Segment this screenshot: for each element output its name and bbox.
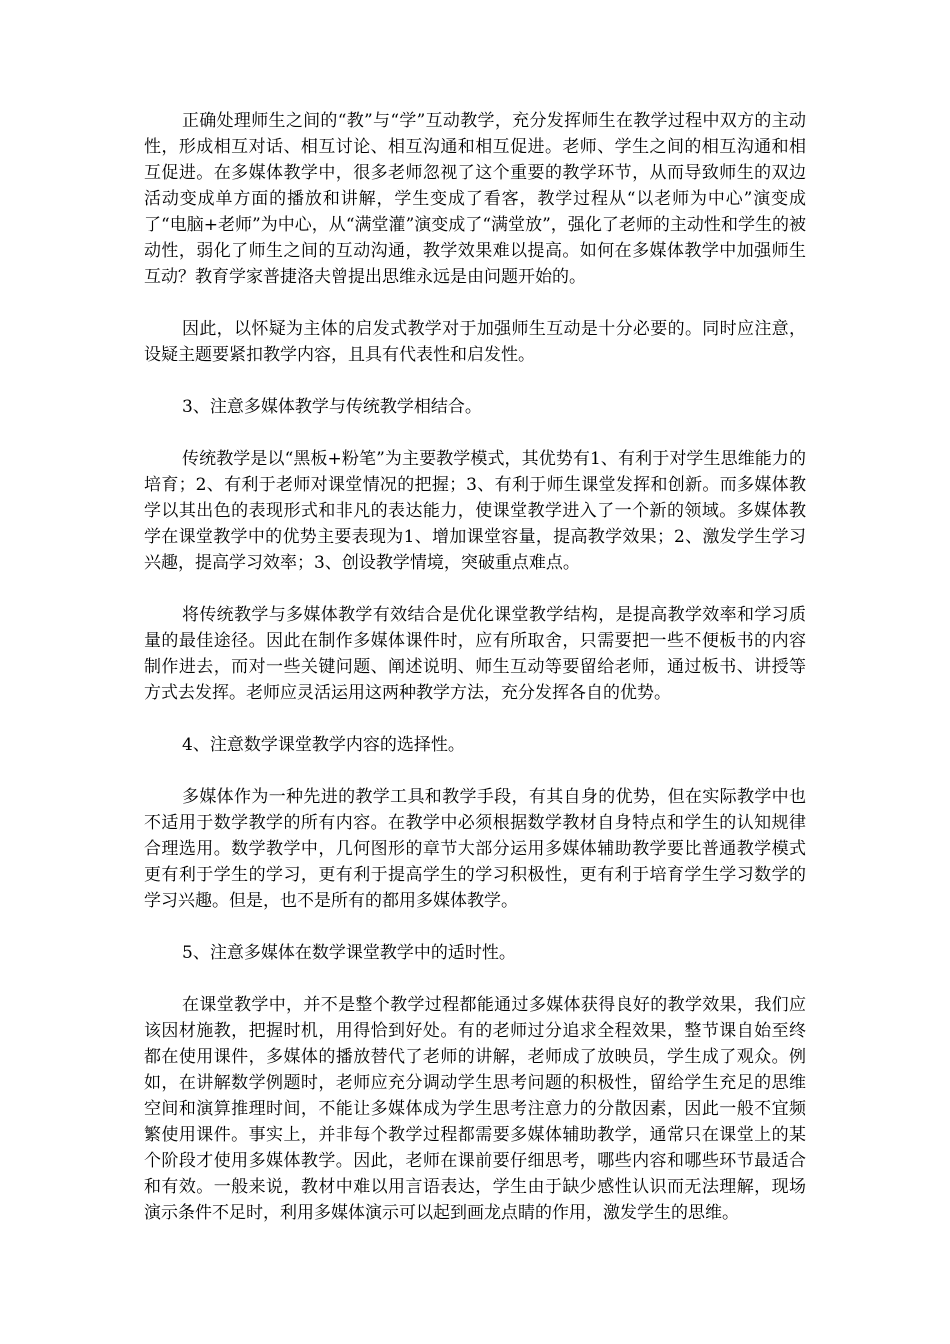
section-heading-3: 3、注意多媒体教学与传统教学相结合。 [182,397,482,417]
paragraph-traditional-teaching: 传统教学是以“黑板+粉笔”为主要教学模式，其优势有1、有利于对学生思维能力的培育；2、有利于老师对课堂情况的把握；3、有利于师生课堂发挥和创新。而多媒体教学以其出色的表现形式和非凡的表达能力，使课堂教学进入了一个新的领域。多媒体教学在课堂教学中的优势主要表现为1、增加课堂容量，提高教学效果；2、激发学生学习兴趣，提高学习效率；3、创设教学情境，突破重点难点。 [144,449,806,573]
section-heading-5: 5、注意多媒体在数学课堂教学中的适时性。 [182,943,516,963]
paragraph-timing: 在课堂教学中，并不是整个教学过程都能通过多媒体获得良好的教学效果，我们应该因材施教，把握时机，用得恰到好处。有的老师过分追求全程效果，整节课自始至终都在使用课件，多媒体的播放替代了老师的讲解，老师成了放映员，学生成了观众。例如，在讲解数学例题时，老师应充分调动学生思考问题的积极性，留给学生充足的思维空间和演算推理时间，不能让多媒体成为学生思考注意力的分散因素，因此一般不宜频繁使用课件。事实上，并非每个教学过程都需要多媒体辅助教学，通常只在课堂上的某个阶段才使用多媒体教学。因此，老师在课前要仔细思考，哪些内容和哪些环节最适合和有效。一般来说，教材中难以用言语表达，学生由于缺少感性认识而无法理解，现场演示条件不足时，利用多媒体演示可以起到画龙点睛的作用，激发学生的思维。 [144,995,806,1223]
section-heading-4: 4、注意数学课堂教学内容的选择性。 [182,735,465,755]
paragraph-combination: 将传统教学与多媒体教学有效结合是优化课堂教学结构，是提高教学效率和学习质量的最佳途径。因此在制作多媒体课件时，应有所取舍，只需要把一些不便板书的内容制作进去，而对一些关键问题、阐述说明、师生互动等要留给老师，通过板书、讲授等方式去发挥。老师应灵活运用这两种教学方法，充分发挥各自的优势。 [144,605,806,703]
paragraph-interaction: 正确处理师生之间的“教”与“学”互动教学，充分发挥师生在教学过程中双方的主动性，形成相互对话、相互讨论、相互沟通和相互促进。老师、学生之间的相互沟通和相互促进。在多媒体教学中，很多老师忽视了这个重要的教学环节，从而导致师生的双边活动变成单方面的播放和讲解，学生变成了看客，教学过程从“以老师为中心”演变成了“电脑+老师”为中心，从“满堂灌”演变成了“满堂放”，强化了老师的主动性和学生的被动性，弱化了师生之间的互动沟通，教学效果难以提高。如何在多媒体教学中加强师生互动？教育学家普捷洛夫曾提出思维永远是由问题开始的。 [144,111,806,287]
paragraph-questioning: 因此，以怀疑为主体的启发式教学对于加强师生互动是十分必要的。同时应注意，设疑主题要紧扣教学内容，且具有代表性和启发性。 [144,319,806,365]
paragraph-content-selection: 多媒体作为一种先进的教学工具和教学手段，有其自身的优势，但在实际教学中也不适用于数学教学的所有内容。在教学中必须根据数学教材自身特点和学生的认知规律合理选用。数学教学中，几何图形的章节大部分运用多媒体辅助教学要比普通教学模式更有利于学生的学习，更有利于提高学生的学习积极性，更有利于培育学生学习数学的学习兴趣。但是，也不是所有的都用多媒体教学。 [144,787,806,911]
document-page [144,108,806,1252]
